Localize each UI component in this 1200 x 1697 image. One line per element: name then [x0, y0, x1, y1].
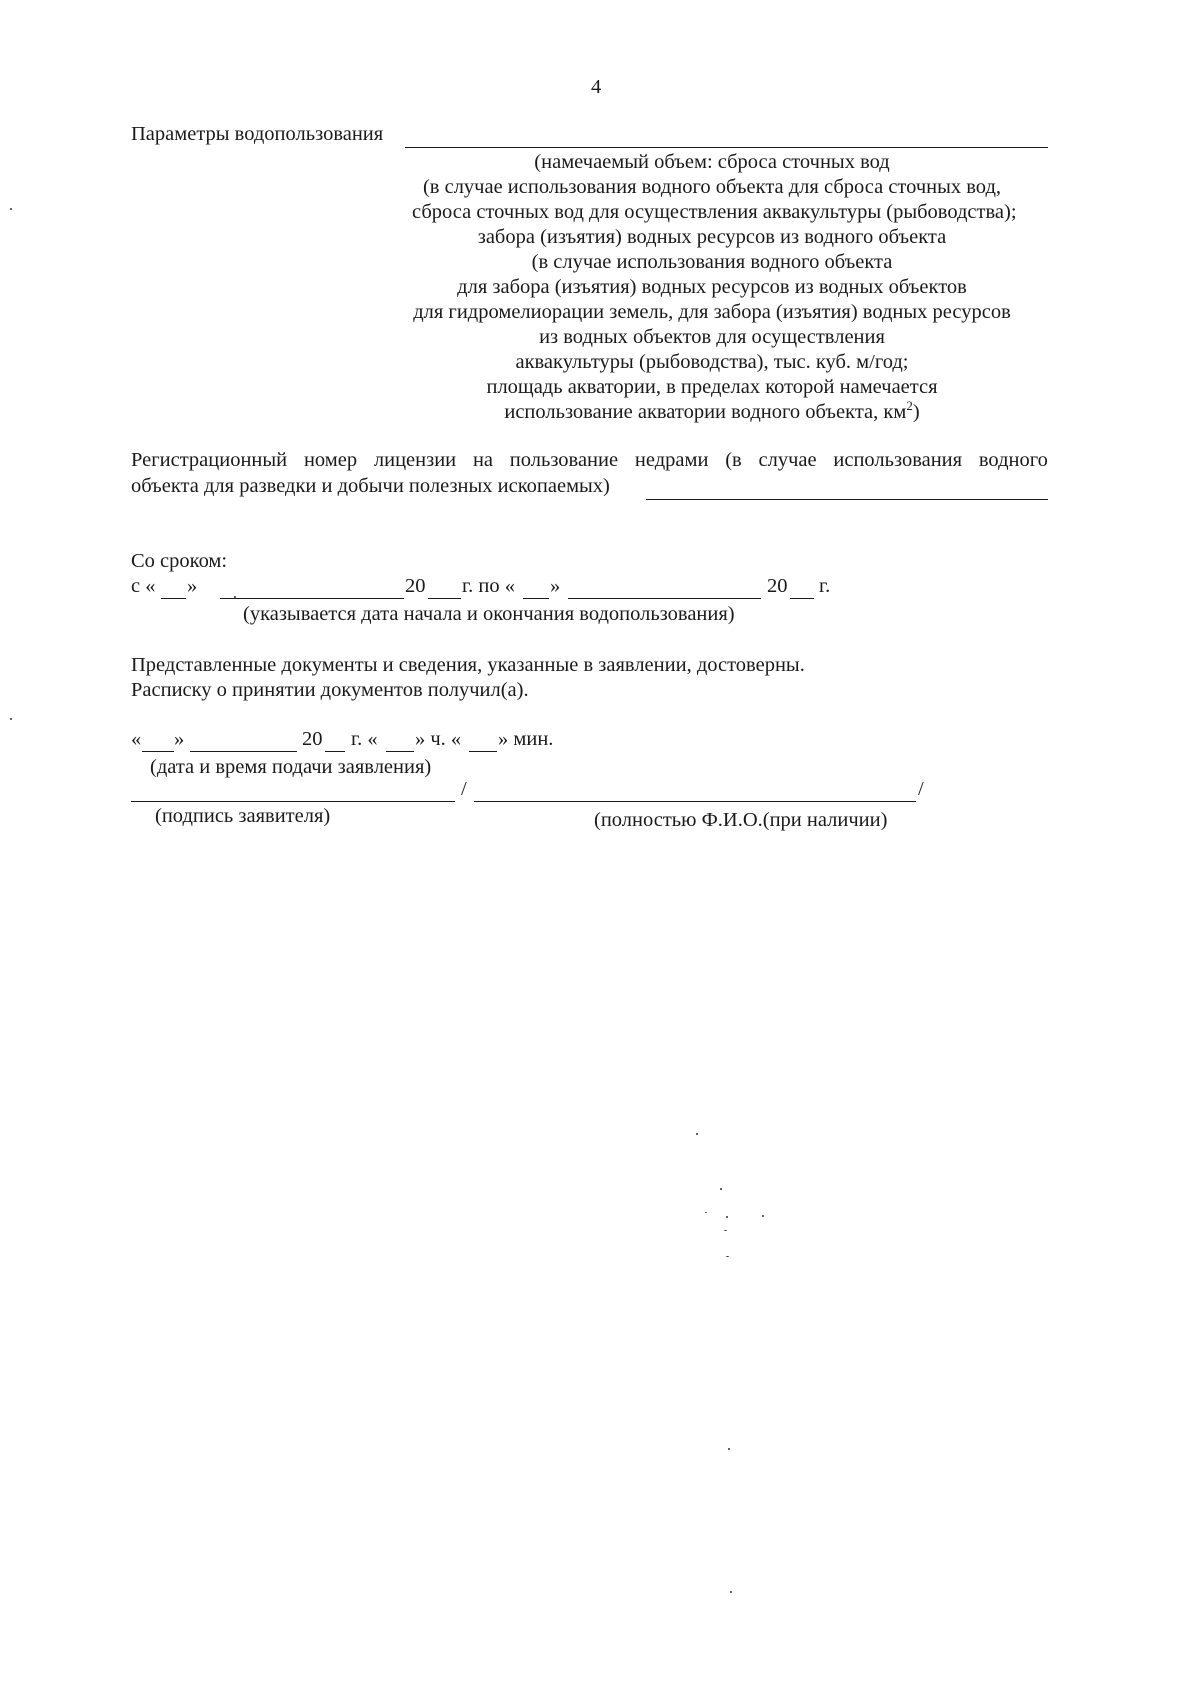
term-to-prefix: г. по « [462, 575, 515, 597]
usage-blank-line [405, 147, 1048, 148]
license-word: водного [978, 449, 1048, 471]
license-word: на [472, 449, 494, 471]
page-number: 4 [591, 76, 602, 98]
scan-speck [10, 208, 12, 210]
submission-day-blank [142, 751, 174, 752]
term-from-day-blank [161, 598, 186, 599]
license-word: Регистрационный [131, 449, 288, 471]
scan-speck [10, 718, 12, 720]
term-from-month-blank [220, 598, 404, 599]
superscript-2: 2 [906, 398, 913, 414]
term-caption: (указывается дата начала и окончания водопользования) [243, 603, 735, 625]
usage-note-line: (в случае использования водного объекта [531, 251, 893, 273]
term-to-year-suffix: г. [819, 575, 831, 597]
term-to-month-blank [568, 598, 761, 599]
submission-hours-label: » ч. « [415, 728, 462, 750]
scan-speck [720, 1188, 722, 1190]
license-word: пользование [509, 449, 619, 471]
usage-note-line [412, 399, 1012, 425]
scan-speck [730, 1591, 732, 1593]
scan-speck [762, 1215, 764, 1217]
term-to-day-blank [523, 598, 549, 599]
license-word: использования [833, 449, 963, 471]
license-line-2: объекта для разведки и добычи полезных ископаемых) [131, 475, 610, 497]
scan-speck [234, 596, 236, 598]
submission-month-blank [190, 751, 297, 752]
usage-note-line: площадь акватории, в пределах которой намечается [486, 376, 938, 398]
scan-speck [726, 1216, 728, 1218]
statement-line-2: Расписку о принятии документов получил(а). [131, 679, 529, 701]
signature-slash: / [461, 778, 467, 800]
submission-minutes-blank [469, 751, 497, 752]
scan-speck [728, 1448, 730, 1450]
usage-note-close: ) [912, 401, 920, 423]
full-name-slash: / [918, 778, 924, 800]
usage-note-line: (намечаемый объем: сброса сточных вод [534, 151, 890, 173]
submission-caption: (дата и время подачи заявления) [150, 756, 432, 778]
full-name-blank-line [474, 801, 916, 802]
statement-line-1: Представленные документы и сведения, указанные в заявлении, достоверны. [131, 654, 805, 676]
license-word: случае [758, 449, 817, 471]
term-from-year-blank [428, 598, 461, 599]
term-to-quote-close: » [550, 575, 561, 597]
submission-open-quote: « [131, 728, 142, 750]
submission-year-blank [325, 751, 345, 752]
license-word: номер [303, 449, 358, 471]
usage-note-line: из водных объектов для осуществления [539, 326, 885, 348]
term-label: Со сроком: [131, 550, 228, 572]
term-to-year-prefix: 20 [767, 575, 788, 597]
term-to-year-blank [790, 598, 814, 599]
usage-note-line: сброса сточных вод для осуществления аквакультуры (рыбоводства); [412, 201, 1017, 223]
submission-g-quote: г. « [351, 728, 378, 750]
signature-caption: (подпись заявителя) [155, 805, 331, 827]
term-from-quote-close: » [187, 575, 198, 597]
usage-note-line: забора (изъятия) водных ресурсов из водного объекта [477, 226, 947, 248]
submission-close-quote: » [174, 728, 185, 750]
usage-label: Параметры водопользования [131, 123, 384, 145]
term-from-year-prefix: 20 [405, 575, 426, 597]
usage-note-line: (в случае использования водного объекта для сброса сточных вод, [422, 176, 1002, 198]
scan-speck [705, 1212, 707, 1213]
license-line-1 [131, 447, 1048, 473]
scan-speck [726, 1256, 729, 1257]
license-word: недрами [634, 449, 709, 471]
usage-note-text: использование акватории водного объекта, км [504, 401, 907, 423]
usage-note-line: аквакультуры (рыбоводства), тыс. куб. м/год; [515, 351, 909, 373]
license-word: (в [725, 449, 742, 471]
submission-year-prefix: 20 [302, 728, 323, 750]
signature-blank-line [131, 801, 455, 802]
usage-note-line: для гидромелиорации земель, для забора (изъятия) водных ресурсов [413, 301, 1011, 323]
term-from-prefix: с « [131, 575, 156, 597]
scan-speck [696, 1133, 698, 1135]
scan-speck [724, 1230, 727, 1231]
submission-minutes-label: » мин. [498, 728, 554, 750]
license-word: лицензии [373, 449, 457, 471]
submission-hours-blank [386, 751, 414, 752]
usage-note-line: для забора (изъятия) водных ресурсов из водных объектов [457, 276, 967, 298]
full-name-caption: (полностью Ф.И.О.(при наличии) [594, 809, 888, 831]
license-blank-line [646, 499, 1048, 500]
